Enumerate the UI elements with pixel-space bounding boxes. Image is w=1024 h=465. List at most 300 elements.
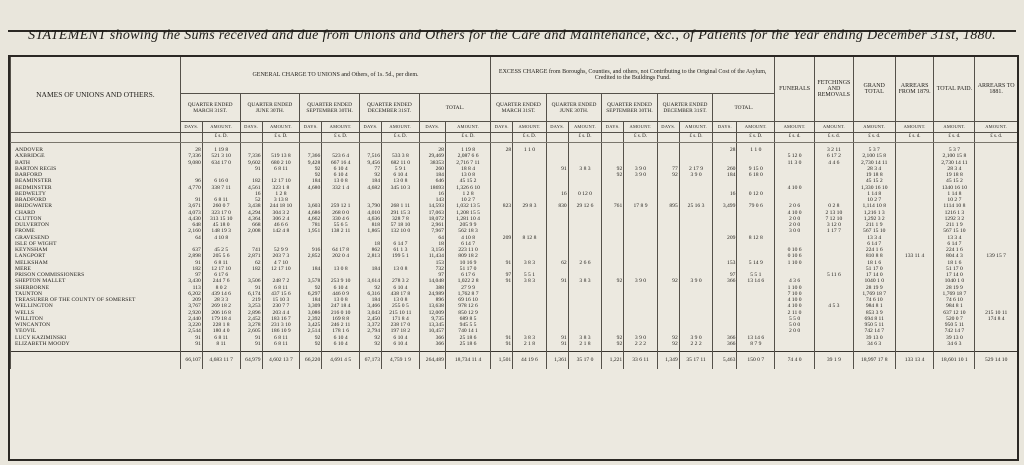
general-charge-cell: 680 2 10 <box>262 160 300 166</box>
general-charge-cell: 366 <box>419 341 445 347</box>
total-paid-cell: 804 4 3 <box>934 253 975 259</box>
excess-charge-cell: 97 <box>491 272 513 278</box>
union-name: CHARD <box>11 210 181 216</box>
funerals-cell: 2 11 0 <box>775 310 815 316</box>
total-paid-cell: 1114 10 8 <box>934 203 975 209</box>
total-paid-cell: 6 14 7 <box>934 241 975 247</box>
general-charge-cell: 689 8 5 <box>445 316 490 322</box>
units-cell: £ s. D. <box>737 133 775 143</box>
general-charge-cell: 15 10 3 <box>262 297 300 303</box>
days-subheader: DAYS. <box>491 122 513 133</box>
grand-total-cell: 1,769 18 7 <box>853 291 895 297</box>
units-cell <box>657 133 679 143</box>
total-paid-cell: 51 17 0 <box>934 266 975 272</box>
general-charge-cell: 1 2 8 <box>262 191 300 197</box>
units-cell: £ s. d. <box>934 133 975 143</box>
general-charge-cell: 6 8 11 <box>202 335 240 341</box>
general-charge-cell: 1,032 13 5 <box>445 203 490 209</box>
general-charge-cell: 18,734 11 4 <box>445 352 490 370</box>
total-paid-cell: 17 14 0 <box>934 272 975 278</box>
units-cell: £ s. D. <box>382 133 420 143</box>
general-charge-cell: 4,073 <box>180 210 202 216</box>
excess-charge-cell: 5 14 9 <box>737 260 775 266</box>
general-charge-cell: 4,770 <box>180 185 202 191</box>
excess-charge-cell: 2 1 8 <box>513 341 547 347</box>
excess-charge-cell: 209 <box>491 235 513 241</box>
grand-total-cell: 567 15 10 <box>853 228 895 234</box>
general-charge-cell: 13 0 8 <box>322 178 360 184</box>
general-charge-cell: 253 9 10 <box>322 278 360 284</box>
general-charge-cell: 2,087 6 6 <box>445 153 490 159</box>
general-charge-cell: 323 1 8 <box>262 185 300 191</box>
grand-total-cell: 39 13 0 <box>853 335 895 341</box>
excess-charge-cell: 28 <box>491 147 513 153</box>
arrears-from-header: ARREARS FROM 1879. <box>895 57 934 122</box>
general-charge-cell: 4,680 <box>300 185 322 191</box>
funerals-cell: 7 10 0 <box>775 291 815 297</box>
excess-charge-cell: 366 <box>713 341 737 347</box>
general-charge-cell: 668 <box>240 222 262 228</box>
general-charge-cell: 45 18 0 <box>202 222 240 228</box>
excess-charge-cell: 92 <box>657 335 679 341</box>
units-cell <box>180 133 202 143</box>
general-charge-cell: 184 <box>419 172 445 178</box>
general-charge-cell: 634 17 0 <box>202 160 240 166</box>
grand-total-cell: 18,997 17 8 <box>853 352 895 370</box>
general-charge-cell: 6 10 4 <box>382 285 420 291</box>
general-charge-cell: 6 8 11 <box>202 197 240 203</box>
excess-charge-cell: 9 15 0 <box>737 166 775 172</box>
general-charge-cell: 203 4 4 <box>262 310 300 316</box>
general-charge-cell: 291 15 3 <box>382 210 420 216</box>
e-q3-header: QUARTER ENDED SEPTEMBER 30TH. <box>602 94 658 122</box>
total-paid-cell: 742 14 7 <box>934 328 975 334</box>
excess-charge-cell: 13 14 6 <box>737 278 775 284</box>
union-name: LANGPORT <box>11 253 181 259</box>
general-charge-cell: 8 0 2 <box>202 285 240 291</box>
excess-charge-cell: 16 <box>546 191 568 197</box>
days-subheader: DAYS. <box>180 122 202 133</box>
total-paid-cell: 28 19 9 <box>934 285 975 291</box>
general-charge-cell: 91 <box>180 341 202 347</box>
general-charge-cell: 3,156 <box>419 247 445 253</box>
funerals-cell: 1 10 0 <box>775 260 815 266</box>
general-charge-cell: 6 8 11 <box>262 166 300 172</box>
funerals-cell: 5 12 0 <box>775 153 815 159</box>
general-charge-cell: 896 <box>419 297 445 303</box>
general-charge-cell: 12 17 10 <box>262 178 300 184</box>
excess-charge-cell: 366 <box>713 335 737 341</box>
funerals-cell: 2 0 6 <box>775 203 815 209</box>
excess-charge-cell: 3 9 0 <box>624 278 658 284</box>
general-charge-cell: 92 <box>300 172 322 178</box>
excess-charge-cell: 1,221 <box>602 352 624 370</box>
amount-subheader: AMOUNT. <box>895 122 934 133</box>
general-charge-cell: 2,605 <box>240 328 262 334</box>
amount-subheader: AMOUNT. <box>262 122 300 133</box>
fetchings-header: FETCHINGS AND REMOVALS <box>814 57 853 122</box>
general-charge-cell: 97 <box>419 272 445 278</box>
general-charge-cell: 3,767 <box>180 303 202 309</box>
union-name: AXBRIDGE <box>11 153 181 159</box>
grand-total-cell: 2,730 14 11 <box>853 160 895 166</box>
excess-charge-cell: 33 6 11 <box>624 352 658 370</box>
general-charge-cell: 328 7 8 <box>382 216 420 222</box>
fetchings-cell: 4 5 3 <box>814 303 853 309</box>
grand-total-cell: 45 15 2 <box>853 178 895 184</box>
union-name: FROME <box>11 228 181 234</box>
excess-charge-cell: 77 <box>657 166 679 172</box>
excess-charge-cell: 1,501 <box>491 352 513 370</box>
amount-subheader: AMOUNT. <box>513 122 547 133</box>
union-name: BRIDGWATER <box>11 203 181 209</box>
units-cell: £ s. D. <box>568 133 602 143</box>
general-charge-cell: 818 <box>360 222 382 228</box>
general-charge-cell: 138 2 11 <box>322 228 360 234</box>
excess-charge-cell: 13 14 6 <box>737 335 775 341</box>
general-charge-cell: 228 1 8 <box>202 322 240 328</box>
general-charge-cell: 57 18 10 <box>382 222 420 228</box>
total-paid-cell: 520 0 7 <box>934 316 975 322</box>
general-charge-cell: 77 <box>360 166 382 172</box>
general-charge-cell: 46 6 6 <box>262 222 300 228</box>
amount-subheader: AMOUNT. <box>975 122 1017 133</box>
general-charge-cell: 91 <box>240 285 262 291</box>
excess-charge-cell: 895 <box>657 203 679 209</box>
funerals-cell: 5 5 0 <box>775 316 815 322</box>
general-charge-cell: 4,294 <box>240 210 262 216</box>
general-charge-cell: 1,281 10 4 <box>445 216 490 222</box>
general-charge-cell: 850 12 9 <box>445 310 490 316</box>
general-charge-cell: 2,450 <box>360 316 382 322</box>
union-name: BEDWELTY <box>11 191 181 197</box>
general-charge-cell: 91 <box>240 341 262 347</box>
union-name: WELLS <box>11 310 181 316</box>
general-charge-cell: 345 10 3 <box>382 185 420 191</box>
general-charge-cell: 230 7 7 <box>262 303 300 309</box>
funerals-cell: 4 10 0 <box>775 303 815 309</box>
general-charge-cell: 3,086 <box>300 310 322 316</box>
general-charge-cell: 16 <box>240 191 262 197</box>
union-name: BRADFORD <box>11 197 181 203</box>
union-name: BEDMINSTER <box>11 185 181 191</box>
general-charge-cell: 4,636 <box>360 216 382 222</box>
general-charge-cell: 11,434 <box>419 253 445 259</box>
general-charge-cell: 66,220 <box>300 352 322 370</box>
arrears-to-header: ARREARS TO 1881. <box>975 57 1017 122</box>
general-charge-cell: 2,871 <box>240 253 262 259</box>
excess-charge-cell: 1,361 <box>546 352 568 370</box>
general-charge-cell: 38353 <box>419 160 445 166</box>
general-charge-cell: 92 <box>300 335 322 341</box>
general-charge-cell: 25 18 6 <box>445 335 490 341</box>
e-q1-header: QUARTER ENDED MARCH 31ST. <box>491 94 547 122</box>
general-charge-cell: 9,428 <box>300 160 322 166</box>
fetchings-cell: 5 11 6 <box>814 272 853 278</box>
general-charge-cell: 246 2 11 <box>322 322 360 328</box>
general-charge-cell: 45 15 2 <box>445 178 490 184</box>
general-charge-cell: 92 <box>360 172 382 178</box>
general-charge-cell: 244 18 10 <box>262 203 300 209</box>
total-paid-cell: 1040 1 0 <box>934 278 975 284</box>
general-charge-cell: 2,452 <box>240 316 262 322</box>
general-charge-cell: 2,852 <box>300 253 322 259</box>
general-charge-cell: 16 <box>419 191 445 197</box>
excess-charge-cell: 8 7 9 <box>737 341 775 347</box>
general-charge-cell: 6,202 <box>180 291 202 297</box>
funerals-cell: 5 0 0 <box>775 322 815 328</box>
fetchings-cell: 1 17 7 <box>814 228 853 234</box>
union-name: WILLITON <box>11 316 181 322</box>
general-charge-cell: 3,430 <box>180 278 202 284</box>
general-charge-cell: 64 <box>419 235 445 241</box>
general-charge-cell: 1 2 8 <box>445 191 490 197</box>
funerals-cell: 2 0 0 <box>775 222 815 228</box>
general-charge-cell: 637 <box>180 247 202 253</box>
excess-charge-cell: 3,499 <box>713 203 737 209</box>
funerals-cell: 4 10 0 <box>775 185 815 191</box>
general-charge-cell: 6 10 4 <box>322 285 360 291</box>
total-paid-cell: 45 15 2 <box>934 178 975 184</box>
general-charge-cell: 25 18 6 <box>445 341 490 347</box>
excess-charge-cell: 91 <box>491 278 513 284</box>
general-charge-cell: 92 <box>360 285 382 291</box>
general-charge-cell: 332 1 4 <box>322 185 360 191</box>
grand-total-cell: 19 18 8 <box>853 172 895 178</box>
general-charge-cell: 3,309 <box>300 303 322 309</box>
units-cell: £ s. d. <box>975 133 1017 143</box>
general-charge-cell: 67,173 <box>360 352 382 370</box>
units-cell <box>491 133 513 143</box>
total-paid-cell: 19 18 8 <box>934 172 975 178</box>
general-charge-cell: 732 <box>419 266 445 272</box>
general-charge-cell: 92 <box>300 166 322 172</box>
total-paid-cell: 18,601 10 1 <box>934 352 975 370</box>
grand-total-cell: 1,216 1 3 <box>853 210 895 216</box>
general-charge-cell: 142 4 8 <box>262 228 300 234</box>
days-subheader: DAYS. <box>546 122 568 133</box>
general-charge-cell: 6,174 <box>240 291 262 297</box>
general-charge-cell: 6 17 6 <box>445 272 490 278</box>
general-charge-cell: 18693 <box>419 185 445 191</box>
general-charge-cell: 91 <box>240 335 262 341</box>
general-charge-cell: 4 10 8 <box>445 235 490 241</box>
union-name: CLUTTON <box>11 216 181 222</box>
excess-charge-cell: 44 19 6 <box>513 352 547 370</box>
excess-charge-cell: 91 <box>546 341 568 347</box>
general-charge-cell: 6 8 11 <box>202 260 240 266</box>
union-name: PRISON COMMISSIONERS <box>11 272 181 278</box>
general-charge-cell: 978 12 6 <box>445 303 490 309</box>
union-name: TREASURER OF THE COUNTY OF SOMERSET <box>11 297 181 303</box>
general-charge-cell: 92 <box>300 285 322 291</box>
total-paid-cell: 34 6 3 <box>934 341 975 347</box>
general-charge-cell: 3,220 <box>180 322 202 328</box>
general-charge-cell: 7,336 <box>180 153 202 159</box>
total-paid-cell: 74 6 10 <box>934 297 975 303</box>
total-paid-cell: 567 15 10 <box>934 228 975 234</box>
excess-charge-cell: 92 <box>602 341 624 347</box>
funerals-cell: 11 3 0 <box>775 160 815 166</box>
excess-charge-cell: 260 <box>713 166 737 172</box>
excess-charge-cell: 6 18 0 <box>737 172 775 178</box>
excess-charge-cell: 91 <box>491 335 513 341</box>
units-cell: £ s. D. <box>445 133 490 143</box>
units-cell: £ s. D. <box>679 133 713 143</box>
general-charge-cell: 6 10 4 <box>382 341 420 347</box>
funerals-cell: 1 10 0 <box>775 285 815 291</box>
excess-charge-cell: 761 <box>602 203 624 209</box>
fetchings-cell: 0 2 8 <box>814 203 853 209</box>
grand-total-header: GRAND TOTAL <box>853 57 895 122</box>
general-charge-cell: 219 <box>240 297 262 303</box>
excess-charge-cell: 3 9 0 <box>679 335 713 341</box>
fetchings-cell: 3 2 11 <box>814 147 853 153</box>
total-paid-cell: 39 13 0 <box>934 335 975 341</box>
grand-total-cell: 2,100 15 8 <box>853 153 895 159</box>
general-charge-cell: 2,794 <box>360 328 382 334</box>
general-charge-cell: 10,457 <box>419 328 445 334</box>
grand-total-cell: 1040 1 0 <box>853 278 895 284</box>
fetchings-cell: 3 12 0 <box>814 222 853 228</box>
excess-charge-cell: 3 8 3 <box>513 278 547 284</box>
general-charge-cell: 247 18 4 <box>322 303 360 309</box>
excess-charge-cell: 25 16 3 <box>679 203 713 209</box>
general-charge-cell: 260 0 7 <box>202 203 240 209</box>
general-charge-cell: 91 <box>180 335 202 341</box>
general-charge-cell: 1,865 <box>360 228 382 234</box>
general-charge-cell: 6 10 4 <box>322 335 360 341</box>
general-charge-cell: 3,603 <box>300 203 322 209</box>
general-charge-cell: 10 2 7 <box>445 197 490 203</box>
general-charge-cell: 323 17 0 <box>202 210 240 216</box>
general-charge-cell: 4,686 <box>300 210 322 216</box>
days-subheader: DAYS. <box>419 122 445 133</box>
general-charge-cell: 3,578 <box>300 278 322 284</box>
general-charge-cell: 91 <box>240 166 262 172</box>
fetchings-cell: 2 13 10 <box>814 210 853 216</box>
fetchings-cell: 39 1 9 <box>814 352 853 370</box>
general-charge-cell: 6 17 6 <box>202 272 240 278</box>
days-subheader: DAYS. <box>602 122 624 133</box>
totals-row <box>11 352 1018 370</box>
general-charge-cell: 1 19 8 <box>202 147 240 153</box>
total-paid-cell: 637 12 10 <box>934 310 975 316</box>
total-paid-cell: 224 1 6 <box>934 247 975 253</box>
total-paid-cell: 1,769 18 7 <box>934 291 975 297</box>
general-charge-cell: 231 3 10 <box>262 322 300 328</box>
total-paid-cell: 211 1 9 <box>934 222 975 228</box>
general-charge-cell: 69 16 10 <box>445 297 490 303</box>
general-charge-cell: 13 0 8 <box>322 266 360 272</box>
funerals-cell: 0 10 6 <box>775 247 815 253</box>
general-charge-cell: 1,022 2 8 <box>445 278 490 284</box>
general-charge-cell: 244 7 6 <box>202 278 240 284</box>
excess-charge-cell: 2 1 8 <box>568 341 602 347</box>
general-charge-cell: 28 <box>180 147 202 153</box>
g-total-header: TOTAL. <box>419 94 490 122</box>
general-charge-cell: 13 0 8 <box>382 178 420 184</box>
funerals-cell: 4 10 0 <box>775 297 815 303</box>
general-charge-cell: 18 8 4 <box>445 166 490 172</box>
amount-subheader: AMOUNT. <box>737 122 775 133</box>
excess-charge-cell: 5 5 1 <box>513 272 547 278</box>
units-cell: £ s. d. <box>775 133 815 143</box>
total-paid-cell: 1216 1 3 <box>934 210 975 216</box>
general-charge-cell: 2,920 <box>180 310 202 316</box>
general-charge-cell: 184 <box>300 266 322 272</box>
amount-subheader: AMOUNT. <box>814 122 853 133</box>
grand-total-cell: 694 8 11 <box>853 316 895 322</box>
grand-total-cell: 28 3 4 <box>853 166 895 172</box>
excess-charge-cell: 5,463 <box>713 352 737 370</box>
excess-charge-cell: 2 2 2 <box>624 341 658 347</box>
units-cell <box>713 133 737 143</box>
general-charge-cell: 519 13 8 <box>262 153 300 159</box>
units-row <box>11 133 1018 143</box>
general-charge-cell: 7,336 <box>240 153 262 159</box>
general-charge-cell: 179 18 4 <box>202 316 240 322</box>
general-charge-cell: 12 17 10 <box>262 266 300 272</box>
general-charge-cell: 61 1 3 <box>382 247 420 253</box>
general-charge-cell: 199 5 1 <box>382 253 420 259</box>
amount-subheader: AMOUNT. <box>624 122 658 133</box>
general-charge-cell: 66,107 <box>180 352 202 370</box>
general-charge-cell: 306 2 4 <box>262 216 300 222</box>
units-cell: £ s. d. <box>814 133 853 143</box>
units-cell: £ s. D. <box>513 133 547 143</box>
total-paid-cell: 28 3 4 <box>934 166 975 172</box>
excess-charge-cell: 150 0 7 <box>737 352 775 370</box>
general-charge-cell: 4,682 <box>360 185 382 191</box>
units-cell <box>360 133 382 143</box>
excess-charge-cell: 830 <box>546 203 568 209</box>
excess-charge-cell: 35 17 11 <box>679 352 713 370</box>
excess-charge-cell: 184 <box>713 172 737 178</box>
funerals-cell: 4 3 6 <box>775 278 815 284</box>
grand-total-cell: 34 6 3 <box>853 341 895 347</box>
amount-subheader: AMOUNT. <box>445 122 490 133</box>
grand-total-cell: 224 1 6 <box>853 247 895 253</box>
general-charge-cell: 14,048 <box>419 278 445 284</box>
general-charge-cell: 197 18 2 <box>382 328 420 334</box>
general-charge-cell: 182 <box>180 266 202 272</box>
general-charge-cell: 4,561 <box>240 185 262 191</box>
general-charge-cell: 97 <box>180 272 202 278</box>
grand-total-cell: 6 14 7 <box>853 241 895 247</box>
units-cell <box>240 133 262 143</box>
union-name: BATH <box>11 160 181 166</box>
general-charge-cell: 2,896 <box>240 310 262 316</box>
general-charge-cell: 439 14 6 <box>202 291 240 297</box>
general-charge-cell: 29,469 <box>419 153 445 159</box>
general-charge-cell: 6 8 11 <box>262 341 300 347</box>
general-charge-cell: 7,516 <box>360 153 382 159</box>
excess-charge-cell: 92 <box>602 166 624 172</box>
excess-charge-cell: 92 <box>657 278 679 284</box>
general-charge-cell: 9,602 <box>240 160 262 166</box>
units-cell: £ s. D. <box>202 133 240 143</box>
general-charge-cell: 3,506 <box>240 278 262 284</box>
general-charge-cell: 4,683 11 7 <box>202 352 240 370</box>
general-charge-cell: 2,160 <box>180 228 202 234</box>
general-charge-cell: 184 <box>300 297 322 303</box>
units-cell <box>419 133 445 143</box>
total-paid-cell: 950 5 11 <box>934 322 975 328</box>
excess-charge-cell: 92 <box>657 172 679 178</box>
general-charge-cell: 781 <box>300 222 322 228</box>
general-charge-cell: 2,898 <box>180 253 202 259</box>
